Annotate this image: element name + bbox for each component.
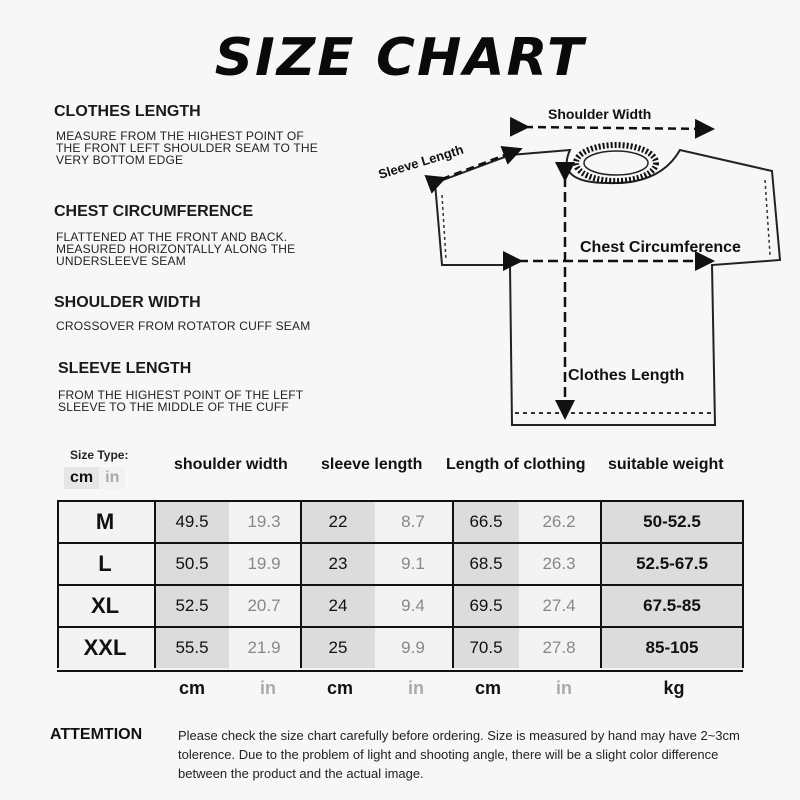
shoulder-in-cell: 20.7: [247, 596, 281, 615]
sleeve-in-cell: 9.9: [401, 638, 425, 657]
attention-label: ATTEMTION: [50, 726, 143, 743]
sleeve-in-cell: 9.4: [401, 596, 425, 615]
weight-cell: 50-52.5: [601, 502, 743, 542]
sleeve-cm-cell: 23: [301, 544, 375, 584]
shoulder-in-cell: 21.9: [247, 638, 281, 657]
chest-label: Chest Circumference: [580, 239, 741, 256]
table-divider: [154, 500, 156, 668]
length-cm-cell: 70.5: [453, 628, 519, 668]
size-cell: L: [98, 551, 112, 576]
unit-footer-cm: cm: [178, 678, 205, 698]
sleeve-length-label: Sleeve Length: [376, 141, 466, 182]
unit-option-in[interactable]: in: [99, 467, 125, 489]
shoulder-cm-cell: 49.5: [155, 502, 229, 542]
column-header-weight: suitable weight: [608, 456, 724, 473]
table-divider: [57, 500, 59, 668]
size-cell: XL: [90, 593, 120, 618]
sleeve-cm-cell: 25: [301, 628, 375, 668]
size-table: [57, 500, 743, 672]
sleeve-in-cell: 8.7: [401, 512, 425, 531]
unit-footer-in: in: [260, 678, 276, 698]
shoulder-cm-cell: 52.5: [155, 586, 229, 626]
clothes-length-label: Clothes Length: [568, 367, 685, 384]
page-title: SIZE CHART: [214, 28, 586, 88]
measurement-desc-shoulder: CROSSOVER FROM ROTATOR CUFF SEAM: [56, 319, 311, 333]
sleeve-in-cell: 9.1: [401, 554, 425, 573]
table-divider: [452, 500, 454, 668]
table-divider: [600, 500, 602, 668]
table-row: [57, 628, 743, 670]
unit-toggle[interactable]: [64, 466, 125, 490]
measurement-title-sleeve: SLEEVE LENGTH: [58, 360, 192, 377]
measurement-desc-clothes-length: MEASURE FROM THE HIGHEST POINT OF THE FRONT LEFT SHOULDER SEAM TO THE VERY BOTTOM EDGE: [56, 129, 318, 167]
attention-text: Please check the size chart carefully before ordering. Size is measured by hand may have 2~3cm tolerence. Due to the problem of light and shooting angle, there will be a slight color difference between the product and the actual image.: [178, 728, 740, 781]
weight-cell: 85-105: [601, 628, 743, 668]
tshirt-diagram: [360, 95, 790, 435]
sleeve-cm-cell: 24: [301, 586, 375, 626]
shoulder-cm-cell: 55.5: [155, 628, 229, 668]
column-header-sleeve: sleeve length: [321, 456, 423, 473]
size-cell: XXL: [83, 635, 127, 660]
measurement-title-chest: CHEST CIRCUMFERENCE: [54, 203, 254, 220]
length-in-cell: 26.2: [542, 512, 576, 531]
table-row: [57, 502, 743, 544]
measurement-desc-chest: FLATTENED AT THE FRONT AND BACK. MEASURED HORIZONTALLY ALONG THE UNDERSLEEVE SEAM: [56, 230, 296, 268]
sleeve-cm-cell: 22: [301, 502, 375, 542]
unit-footer-cm: cm: [474, 678, 501, 698]
table-row: [57, 544, 743, 586]
length-cm-cell: 69.5: [453, 586, 519, 626]
column-header-shoulder: shoulder width: [174, 456, 288, 473]
shoulder-cm-cell: 50.5: [155, 544, 229, 584]
table-divider: [300, 500, 302, 668]
table-divider: [742, 500, 744, 668]
unit-option-cm[interactable]: cm: [64, 467, 99, 489]
size-type-label: Size Type:: [70, 448, 129, 462]
length-cm-cell: 68.5: [453, 544, 519, 584]
shoulder-in-cell: 19.9: [247, 554, 281, 573]
unit-footer-cm: cm: [326, 678, 353, 698]
length-in-cell: 27.4: [542, 596, 576, 615]
length-in-cell: 26.3: [542, 554, 576, 573]
weight-cell: 52.5-67.5: [601, 544, 743, 584]
shoulder-width-label: Shoulder Width: [548, 106, 652, 122]
length-cm-cell: 66.5: [453, 502, 519, 542]
measurement-desc-sleeve: FROM THE HIGHEST POINT OF THE LEFT SLEEVE TO THE MIDDLE OF THE CUFF: [58, 388, 304, 414]
shoulder-width-arrow: [525, 127, 710, 129]
unit-footer-in: in: [408, 678, 424, 698]
shoulder-in-cell: 19.3: [247, 512, 281, 531]
column-header-length: Length of clothing: [446, 456, 586, 473]
unit-footer-in: in: [556, 678, 572, 698]
weight-cell: 67.5-85: [601, 586, 743, 626]
size-cell: M: [95, 509, 115, 534]
measurement-title-clothes-length: CLOTHES LENGTH: [54, 103, 201, 120]
table-row: [57, 586, 743, 628]
unit-footer-kg: kg: [663, 678, 685, 698]
length-in-cell: 27.8: [542, 638, 576, 657]
measurement-title-shoulder: SHOULDER WIDTH: [54, 294, 201, 311]
